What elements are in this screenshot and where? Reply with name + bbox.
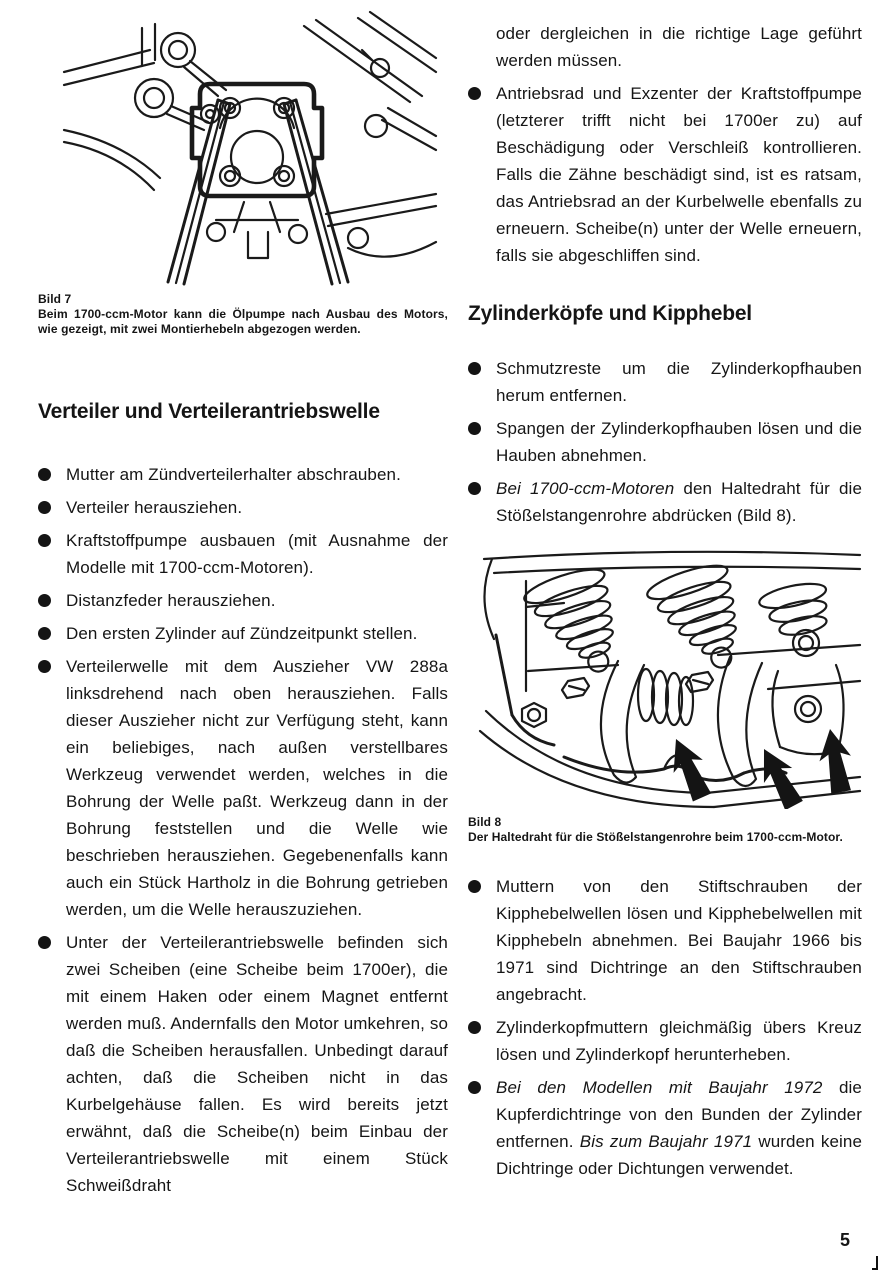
- bullet-dot-icon: [468, 1081, 481, 1094]
- section-heading-zylinderkoepfe: Zylinderköpfe und Kipphebel: [468, 302, 752, 325]
- right-column: [468, 0, 862, 1188]
- list-item-text: Verteiler herausziehen.: [66, 498, 243, 517]
- bullet-dot-icon: [468, 482, 481, 495]
- bild8-figure: [468, 543, 862, 809]
- bullet-dot-icon: [38, 594, 51, 607]
- list-item: [468, 475, 862, 529]
- haltedraht-illustration: [468, 543, 862, 809]
- list-item-text: [496, 1074, 862, 1182]
- bild7-figure: [58, 10, 448, 288]
- list-item: [468, 873, 862, 1008]
- list-item-text: Antriebsrad und Exzenter der Kraftstoffpumpe (letzterer trifft nicht bei 1700er zu) auf Beschädigung oder Verschleiß kontrollieren. Falls die Zähne beschädigt sind, ist es ratsam, das Antriebsrad an der Kurbelwelle ebenfalls zu erneuern. Scheibe(n) unter der Welle erneuern, falls sie abgeschliffen sind.: [496, 84, 862, 265]
- list-item-text: Mutter am Zündverteilerhalter abschrauben.: [66, 465, 401, 484]
- bullet-dot-icon: [38, 534, 51, 547]
- list-item: [38, 461, 448, 488]
- list-item: [468, 80, 862, 269]
- italic-span: Bei den Modellen mit Baujahr 1972: [496, 1078, 823, 1097]
- bullet-dot-icon: [468, 422, 481, 435]
- italic-span: Bis zum Baujahr 1971: [579, 1132, 753, 1151]
- bullet-dot-icon: [468, 87, 481, 100]
- text-span: die Kupferdichtringe von den Bunden der Zylinder entfernen.: [496, 1078, 862, 1151]
- list-item: [468, 1074, 862, 1182]
- list-item: [38, 527, 448, 581]
- left-column: [38, 0, 448, 1205]
- bild8-caption-text: Der Haltedraht für die Stößelstangenrohre beim 1700-ccm-Motor.: [468, 830, 843, 844]
- continuation-paragraph: oder dergleichen in die richtige Lage geführt werden müssen.: [496, 24, 862, 70]
- bild7-caption-text: Beim 1700-ccm-Motor kann die Ölpumpe nach Ausbau des Motors, wie gezeigt, mit zwei Montierhebeln abgezogen werden.: [38, 307, 448, 336]
- page-number: 5: [840, 1230, 851, 1250]
- bullet-dot-icon: [38, 627, 51, 640]
- list-item-text: Muttern von den Stiftschrauben der Kipphebelwellen lösen und Kipphebelwellen mit Kipphebeln abnehmen. Bei Baujahr 1966 bis 1971 sind Dichtringe an den Stiftschrauben angebracht.: [496, 877, 862, 1004]
- list-item-text: Zylinderkopfmuttern gleichmäßig übers Kreuz lösen und Zylinderkopf herunterheben.: [496, 1018, 862, 1064]
- bullet-dot-icon: [38, 501, 51, 514]
- list-item-text: Den ersten Zylinder auf Zündzeitpunkt stellen.: [66, 624, 418, 643]
- bullet-dot-icon: [38, 936, 51, 949]
- list-item: [38, 620, 448, 647]
- bild7-caption-label: Bild 7: [38, 292, 72, 306]
- list-item-text: Verteilerwelle mit dem Auszieher VW 288a linksdrehend nach oben herausziehen. Falls dieser Auszieher nicht zur Verfügung steht, kann ein beliebiges, nach außen verstellbares Werkzeug verwendet werden, welches in die Bohrung der Welle paßt. Werkzeug dann in der Bohrung feststellen und die Welle wie beschrieben herausziehen. Gegebenenfalls kann auch ein Stück Hartholz in die Bohrung getrieben werden, um die Welle herauszuziehen.: [66, 657, 448, 919]
- list-item-text: [496, 475, 862, 529]
- bullet-dot-icon: [468, 1021, 481, 1034]
- italic-span: Bei 1700-ccm-Motoren: [496, 479, 675, 498]
- bild8-caption-label: Bild 8: [468, 815, 502, 829]
- list-item: [38, 653, 448, 923]
- bild8-caption: [468, 815, 862, 845]
- list-item-text: Distanzfeder herausziehen.: [66, 591, 276, 610]
- list-item-text: Kraftstoffpumpe ausbauen (mit Ausnahme der Modelle mit 1700-ccm-Motoren).: [66, 531, 448, 577]
- list-item: [38, 587, 448, 614]
- list-item: [38, 494, 448, 521]
- bullet-dot-icon: [468, 362, 481, 375]
- oil-pump-removal-illustration: [58, 10, 438, 288]
- bullet-dot-icon: [38, 660, 51, 673]
- trim-mark: [872, 1256, 878, 1270]
- bullet-dot-icon: [468, 880, 481, 893]
- list-item-text: Unter der Verteilerantriebswelle befinden sich zwei Scheiben (eine Scheibe beim 1700er), die mit einem Haken oder einem Magnet entfernt werden muß. Andernfalls den Motor umkehren, so daß die Scheiben herausfallen. Unbedingt darauf achten, daß die Scheiben nicht in das Kurbelgehäuse fallen. Es wird bereits jetzt erwähnt, daß die Scheibe(n) beim Einbau der Verteilerantriebswelle mit einem Stück Schweißdraht: [66, 933, 448, 1195]
- bullet-dot-icon: [38, 468, 51, 481]
- list-item: [468, 1014, 862, 1068]
- section-heading-verteiler: Verteiler und Verteilerantriebswelle: [38, 400, 380, 423]
- list-item: [38, 929, 448, 1199]
- list-item: [468, 355, 862, 409]
- zylinderkoepfe-bullet-list-bottom: [468, 873, 862, 1182]
- text-span: den Haltedraht für die Stößelstangenrohre abdrücken (Bild 8).: [496, 479, 862, 525]
- text-span: wurden keine Dichtringe oder Dichtungen verwendet.: [496, 1132, 862, 1178]
- list-item: [468, 415, 862, 469]
- verteiler-bullet-list: [38, 461, 448, 1199]
- list-item-text: Spangen der Zylinderkopfhauben lösen und die Hauben abnehmen.: [496, 419, 862, 465]
- zylinderkoepfe-bullet-list-top: [468, 355, 862, 529]
- bild7-caption: [38, 292, 448, 337]
- list-item-text: Schmutzreste um die Zylinderkopfhauben herum entfernen.: [496, 359, 862, 405]
